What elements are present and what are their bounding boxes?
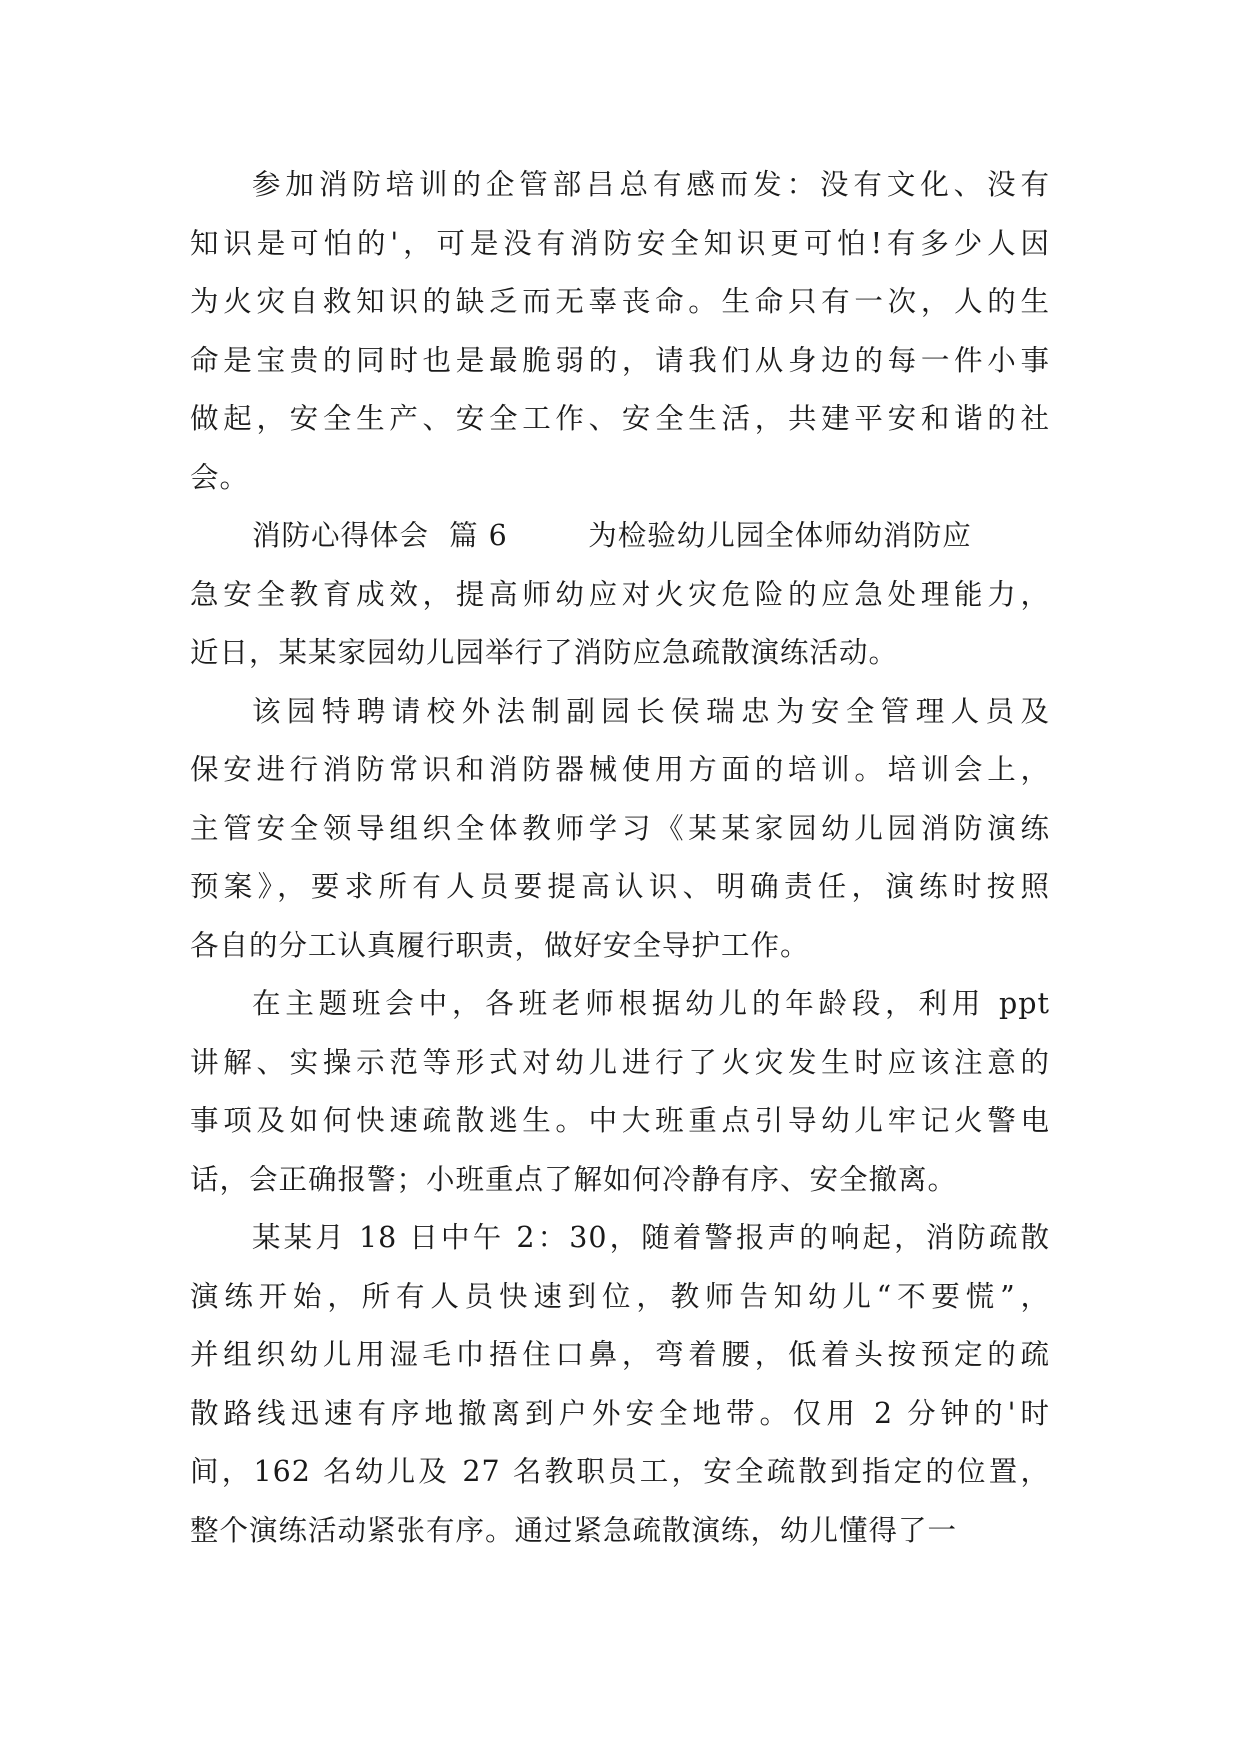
text-line: 参加消防培训的企管部吕总有感而发：没有文化、没有	[252, 168, 1050, 201]
paragraph	[190, 156, 1050, 507]
text-line: 近日，某某家园幼儿园举行了消防应急疏散演练活动。	[190, 636, 899, 669]
text-line: 并组织幼儿用湿毛巾捂住口鼻，弯着腰，低着头按预定的疏	[190, 1338, 1050, 1371]
text-line: 讲解、实操示范等形式对幼儿进行了火灾发生时应该注意的	[190, 1045, 1050, 1079]
text-line: 各自的分工认真履行职责，做好安全导护工作。	[190, 928, 810, 962]
paragraph	[190, 975, 1050, 1209]
text-line: 会。	[190, 460, 250, 494]
paragraph	[190, 683, 1050, 976]
text-line: 在主题班会中，各班老师根据幼儿的年龄段，利用 ppt	[252, 987, 1050, 1020]
text-line: 预案》，要求所有人员要提高认识、明确责任，演练时按照	[190, 870, 1050, 903]
text-line: 急安全教育成效，提高师幼应对火灾危险的应急处理能力，	[190, 577, 1050, 611]
text-line: 演练开始，所有人员快速到位，教师告知幼儿“不要慌”，	[190, 1279, 1050, 1313]
text-line: 事项及如何快速疏散逃生。中大班重点引导幼儿牢记火警电	[190, 1104, 1050, 1137]
section-heading-line: 消防心得体会 篇 6 为检验幼儿园全体师幼消防应	[252, 519, 972, 552]
text-line: 命是宝贵的同时也是最脆弱的，请我们从身边的每一件小事	[190, 343, 1050, 377]
text-line: 主管安全领导组织全体教师学习《某某家园幼儿园消防演练	[190, 811, 1050, 845]
text-line: 散路线迅速有序地撤离到户外安全地带。仅用 2 分钟的'时	[190, 1396, 1050, 1430]
text-line: 间，162 名幼儿及 27 名教职员工，安全疏散到指定的位置，	[190, 1455, 1050, 1488]
text-line: 做起，安全生产、安全工作、安全生活，共建平安和谐的社	[190, 402, 1050, 435]
text-line: 整个演练活动紧张有序。通过紧急疏散演练，幼儿懂得了一	[190, 1513, 958, 1547]
document-body	[190, 156, 1050, 1560]
paragraph	[190, 1209, 1050, 1560]
text-line: 该园特聘请校外法制副园长侯瑞忠为安全管理人员及	[252, 694, 1050, 728]
text-line: 话，会正确报警；小班重点了解如何冷静有序、安全撤离。	[190, 1162, 958, 1196]
text-line: 某某月 18 日中午 2：30，随着警报声的响起，消防疏散	[252, 1221, 1050, 1254]
text-line: 知识是可怕的'，可是没有消防安全知识更可怕!有多少人因	[190, 226, 1050, 260]
text-line: 保安进行消防常识和消防器械使用方面的培训。培训会上，	[190, 753, 1050, 786]
text-line: 为火灾自救知识的缺乏而无辜丧命。生命只有一次，人的生	[190, 285, 1050, 318]
paragraph	[190, 507, 1050, 683]
